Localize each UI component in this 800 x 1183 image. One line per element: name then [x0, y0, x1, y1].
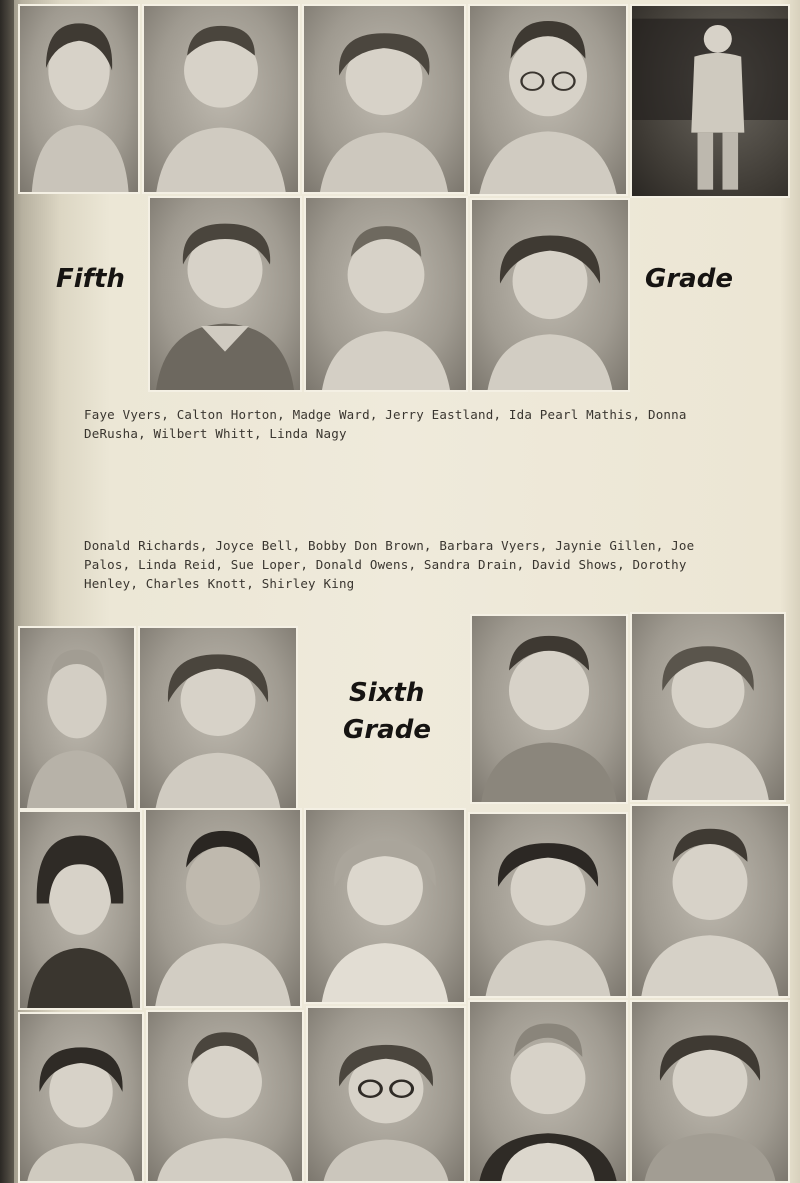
student-photo — [138, 626, 298, 810]
student-photo — [18, 810, 142, 1010]
fifth-grade-caption: Faye Vyers, Calton Horton, Madge Ward, Jerry Eastland, Ida Pearl Mathis, Donna DeRusha, Wilbert Whitt, Linda Nagy — [84, 407, 687, 441]
student-photo — [468, 1000, 628, 1183]
student-photo — [144, 808, 302, 1008]
student-photo — [148, 196, 302, 392]
student-photo — [630, 4, 790, 198]
student-photo — [470, 614, 628, 804]
student-photo — [630, 804, 790, 998]
student-photo — [630, 1000, 790, 1183]
student-photo — [630, 612, 786, 802]
student-photo — [304, 196, 468, 392]
student-photo — [304, 808, 466, 1004]
student-photo — [468, 812, 628, 998]
student-photo — [306, 1006, 466, 1183]
student-photo — [302, 4, 466, 194]
student-photo — [18, 1012, 144, 1183]
student-photo — [18, 4, 140, 194]
sixth-grade-heading-line2: Grade — [343, 715, 431, 745]
student-photo — [470, 198, 630, 392]
student-photo — [468, 4, 628, 196]
sixth-grade-caption: Donald Richards, Joyce Bell, Bobby Don Brown, Barbara Vyers, Jaynie Gillen, Joe Palos, Linda Reid, Sue Loper, Donald Owens, Sandra Drain, David Shows, Dorothy Henley, Charles Knott, Shirley King — [84, 538, 695, 591]
student-photo — [146, 1010, 304, 1183]
fifth-grade-heading-right: Grade — [645, 264, 733, 294]
sixth-grade-heading-line1: Sixth — [349, 678, 425, 708]
student-photo — [18, 626, 136, 810]
student-photo — [142, 4, 300, 194]
fifth-grade-heading-left: Fifth — [56, 264, 125, 294]
page-binding-shadow — [0, 0, 14, 1183]
